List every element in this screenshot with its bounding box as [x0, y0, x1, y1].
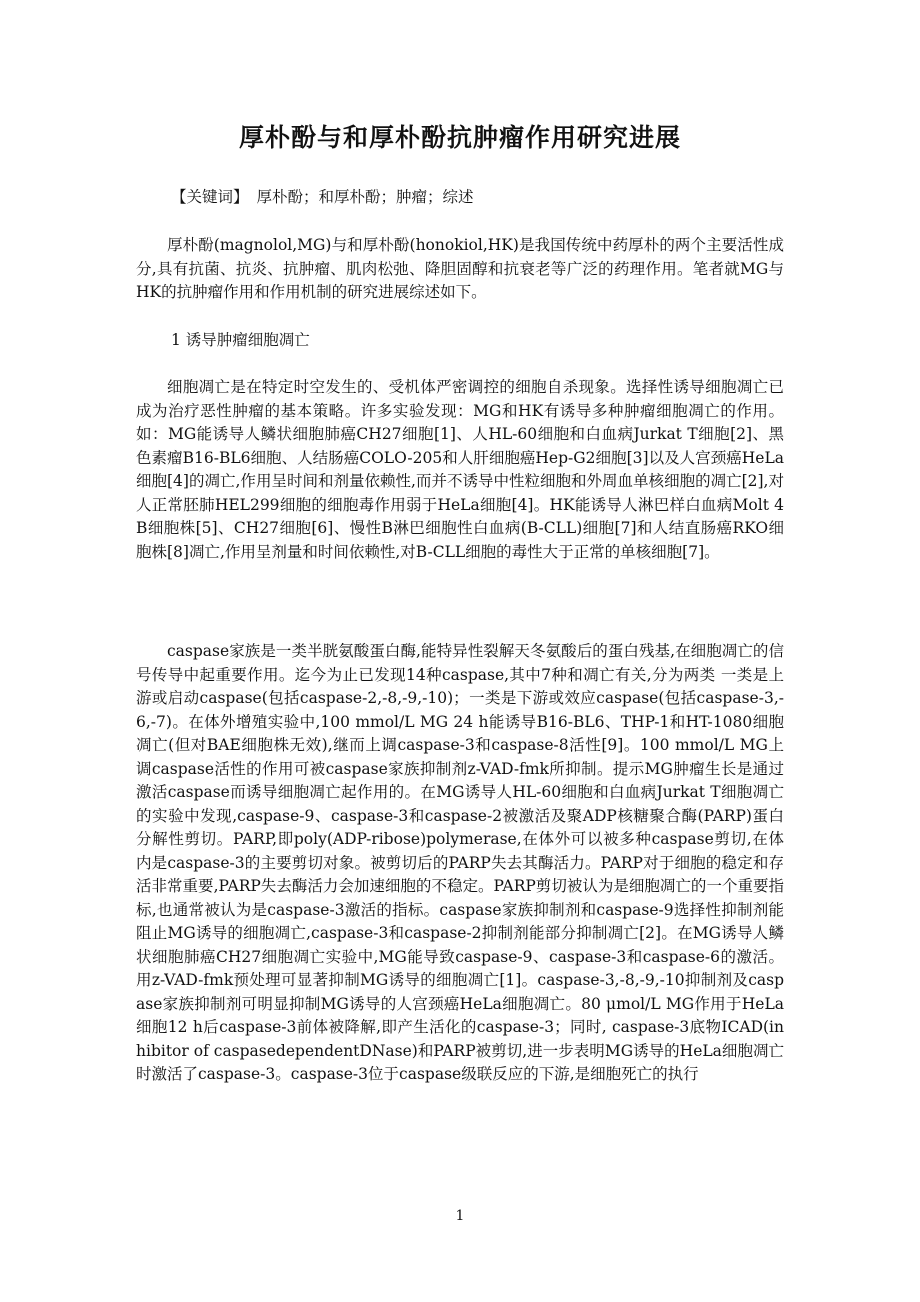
- section-heading: 1 诱导肿瘤细胞凋亡: [171, 331, 310, 349]
- document-title: 厚朴酚与和厚朴酚抗肿瘤作用研究进展: [238, 123, 681, 152]
- keywords-label: 【关键词】: [171, 188, 249, 206]
- apoptosis-paragraph: 细胞凋亡是在特定时空发生的、受机体严密调控的细胞自杀现象。选择性诱导细胞凋亡已成为治疗恶性肿瘤的基本策略。许多实验发现：MG和HK有诱导多种肿瘤细胞凋亡的作用。如：MG能诱导人鳞状细胞肺癌CH27细胞[1]、人HL-60细胞和白血病Jurkat T细胞[2]、黑色素瘤B16-BL6细胞、人结肠癌COLO-205和人肝细胞癌Hep-G2细胞[3]以及人宫颈癌HeLa细胞[4]的凋亡,作用呈时间和剂量依赖性,而并不诱导中性粒细胞和外周血单核细胞的凋亡[2],对人正常胚肺HEL299细胞的细胞毒作用弱于HeLa细胞[4]。HK能诱导人淋巴样白血病Molt 4B细胞株[5]、CH27细胞[6]、慢性B淋巴细胞性白血病(B-CLL)细胞[7]和人结直肠癌RKO细胞株[8]凋亡,作用呈剂量和时间依赖性,对B-CLL细胞的毒性大于正常的单核细胞[7]。: [136, 378, 784, 561]
- keywords-line: [171, 184, 474, 210]
- caspase-paragraph: caspase家族是一类半胱氨酸蛋白酶,能特异性裂解天冬氨酸后的蛋白残基,在细胞凋亡的信号传导中起重要作用。迄今为止已发现14种caspase,其中7种和凋亡有关,分为两类 一类是上游或启动caspase(包括caspase-2,-8,-9,-10)；一类是下游或效应caspase(包括caspase-3,-6,-7)。在体外增殖实验中,100 mmol/L MG 24 h能诱导B16-BL6、THP-1和HT-1080细胞凋亡(但对BAE细胞株无效),继而上调caspase-3和caspase-8活性[9]。100 mmol/L MG上调caspase活性的作用可被caspase家族抑制剂z-VAD-fmk所抑制。提示MG肿瘤生长是通过激活caspase而诱导细胞凋亡起作用的。在MG诱导人HL-60细胞和白血病Jurkat T细胞凋亡的实验中发现,caspase-9、caspase-3和caspase-2被激活及聚ADP核糖聚合酶(PARP)蛋白分解性剪切。PARP,即poly(ADP-ribose)polymerase,在体外可以被多种caspase剪切,在体内是caspase-3的主要剪切对象。被剪切后的PARP失去其酶活力。PARP对于细胞的稳定和存活非常重要,PARP失去酶活力会加速细胞的不稳定。PARP剪切被认为是细胞凋亡的一个重要指标,也通常被认为是caspase-3激活的指标。caspase家族抑制剂和caspase-9选择性抑制剂能阻止MG诱导的细胞凋亡,caspase-3和caspase-2抑制剂能部分抑制凋亡[2]。在MG诱导人鳞状细胞肺癌CH27细胞凋亡实验中,MG能导致caspase-9、caspase-3和caspase-6的激活。用z-VAD-fmk预处理可显著抑制MG诱导的细胞凋亡[1]。caspase-3,-8,-9,-10抑制剂及caspase家族抑制剂可明显抑制MG诱导的人宫颈癌HeLa细胞凋亡。80 μmol/L MG作用于HeLa细胞12 h后caspase-3前体被降解,即产生活化的caspase-3；同时, caspase-3底物ICAD(inhibitor of caspasedependentDNase)和PARP被剪切,进一步表明MG诱导的HeLa细胞凋亡时激活了caspase-3。caspase-3位于caspase级联反应的下游,是细胞死亡的执行: [136, 642, 784, 1083]
- keywords-text: 厚朴酚；和厚朴酚；肿瘤；综述: [256, 188, 474, 206]
- page-number: 1: [455, 1208, 465, 1224]
- intro-paragraph: 厚朴酚(magnolol,MG)与和厚朴酚(honokiol,HK)是我国传统中药厚朴的两个主要活性成分,具有抗菌、抗炎、抗肿瘤、肌肉松弛、降胆固醇和抗衰老等广泛的药理作用。笔者就MG与HK的抗肿瘤作用和作用机制的研究进展综述如下。: [136, 236, 784, 301]
